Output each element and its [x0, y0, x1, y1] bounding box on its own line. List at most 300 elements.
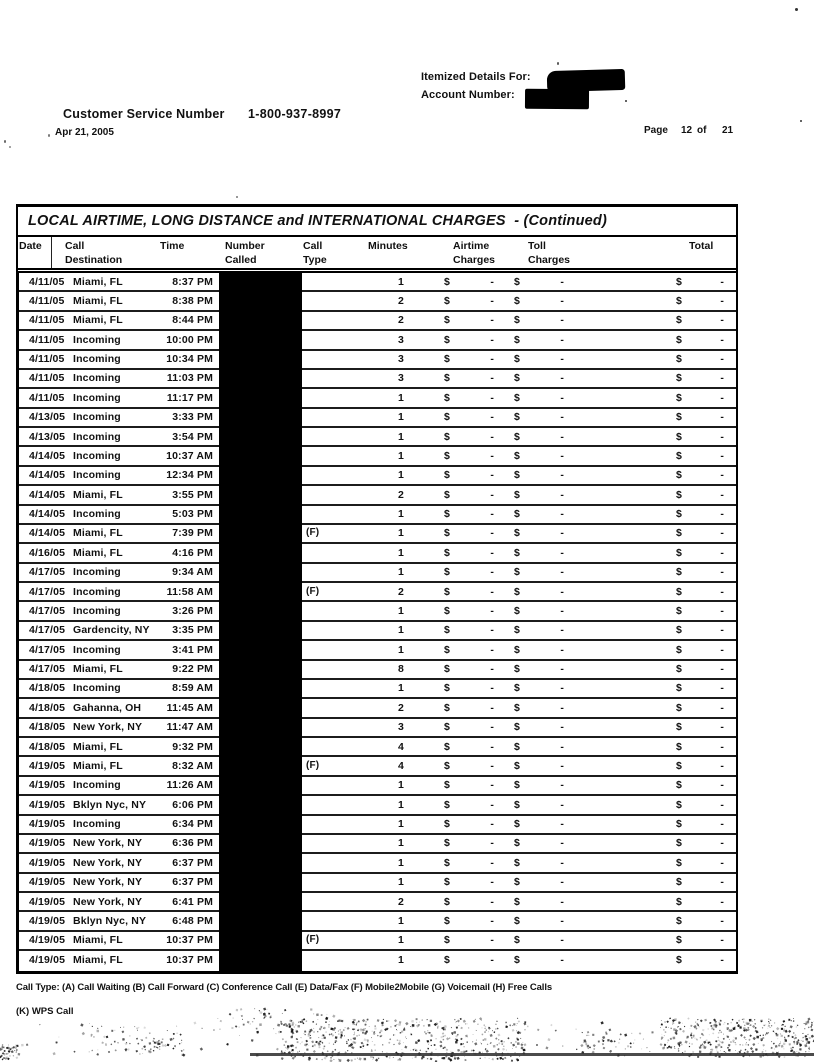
charge-value: - — [560, 914, 564, 927]
currency-symbol: $ — [514, 721, 520, 734]
cell-date: 4/18/05 — [29, 682, 66, 695]
cell-date: 4/19/05 — [29, 837, 66, 850]
cell-airtime-charge — [444, 818, 494, 830]
currency-symbol: $ — [514, 895, 520, 908]
table-row — [19, 854, 736, 873]
charge-value: - — [490, 624, 494, 637]
currency-symbol: $ — [514, 353, 520, 365]
scan-speck — [800, 120, 802, 122]
table-row — [19, 641, 736, 660]
cell-toll-charge — [514, 334, 564, 346]
cell-destination: Incoming — [73, 604, 121, 617]
charge-value: - — [560, 411, 564, 424]
cell-total-charge — [676, 857, 724, 869]
cell-total-charge — [676, 702, 724, 714]
cell-airtime-charge — [444, 314, 494, 326]
charge-value: - — [490, 391, 494, 404]
charge-value: - — [490, 721, 494, 734]
cell-destination: Miami, FL — [73, 740, 123, 753]
charge-value: - — [490, 663, 494, 675]
cell-date: 4/17/05 — [29, 566, 66, 579]
currency-symbol: $ — [444, 488, 450, 501]
currency-symbol: $ — [514, 682, 520, 695]
cell-destination: Incoming — [73, 682, 121, 695]
scan-speck — [4, 140, 6, 143]
cell-airtime-charge — [444, 372, 494, 384]
cell-destination: Incoming — [73, 643, 121, 656]
cell-total-charge — [676, 644, 724, 656]
currency-symbol: $ — [514, 876, 520, 889]
currency-symbol: $ — [514, 294, 520, 307]
currency-symbol: $ — [444, 798, 450, 811]
charge-value: - — [720, 566, 724, 579]
cell-airtime-charge — [444, 644, 494, 656]
currency-symbol: $ — [444, 876, 450, 889]
charge-value: - — [490, 372, 494, 385]
currency-symbol: $ — [676, 798, 682, 811]
cell-destination: New York, NY — [73, 895, 143, 908]
cell-date: 4/14/05 — [29, 527, 66, 540]
cell-toll-charge — [514, 295, 564, 307]
charge-value: - — [490, 759, 494, 772]
cell-date: 4/19/05 — [29, 798, 66, 811]
cell-toll-charge — [514, 644, 564, 656]
currency-symbol: $ — [514, 508, 520, 520]
currency-symbol: $ — [444, 779, 450, 792]
cell-minutes: 2 — [398, 895, 404, 908]
currency-symbol: $ — [514, 837, 520, 850]
cell-call-type: (F) — [306, 759, 320, 771]
cell-date: 4/11/05 — [29, 294, 65, 307]
cell-minutes: 8 — [398, 663, 404, 675]
charge-value: - — [720, 585, 724, 598]
charge-value: - — [490, 449, 494, 462]
currency-symbol: $ — [444, 449, 450, 462]
cell-airtime-charge — [444, 295, 494, 307]
cell-time: 10:37 AM — [166, 449, 213, 462]
cell-minutes: 1 — [398, 449, 404, 462]
charge-value: - — [720, 604, 724, 617]
cell-toll-charge — [514, 547, 564, 559]
charge-value: - — [560, 876, 564, 889]
charge-value: - — [560, 372, 564, 385]
cell-total-charge — [676, 586, 724, 598]
currency-symbol: $ — [444, 430, 450, 443]
cell-destination: Gardencity, NY — [73, 624, 150, 637]
cell-destination: Miami, FL — [73, 527, 123, 540]
currency-symbol: $ — [514, 818, 520, 830]
table-row — [19, 389, 736, 408]
currency-symbol: $ — [514, 527, 520, 540]
currency-symbol: $ — [514, 624, 520, 637]
charge-value: - — [560, 508, 564, 520]
cell-destination: Bklyn Nyc, NY — [73, 914, 147, 927]
charge-value: - — [560, 934, 564, 947]
currency-symbol: $ — [676, 759, 682, 772]
table-row — [19, 757, 736, 776]
cell-airtime-charge — [444, 799, 494, 811]
currency-symbol: $ — [676, 953, 682, 966]
currency-symbol: $ — [676, 546, 682, 559]
table-row — [19, 796, 736, 815]
currency-symbol: $ — [676, 294, 682, 307]
currency-symbol: $ — [676, 643, 682, 656]
cell-total-charge — [676, 450, 724, 462]
table-row — [19, 506, 736, 525]
cell-date: 4/17/05 — [29, 624, 66, 637]
scan-speck — [795, 8, 798, 11]
charge-value: - — [560, 488, 564, 501]
table-row — [19, 951, 736, 970]
charge-value: - — [490, 585, 494, 598]
charge-value: - — [720, 527, 724, 540]
number-called-redaction — [219, 273, 302, 971]
cell-date: 4/14/05 — [29, 488, 66, 501]
currency-symbol: $ — [514, 856, 520, 869]
charge-value: - — [720, 914, 724, 927]
charge-value: - — [720, 391, 724, 404]
col-header-airtime-charges: Airtime Charges — [453, 240, 496, 266]
cell-total-charge — [676, 896, 724, 908]
currency-symbol: $ — [444, 837, 450, 850]
cell-airtime-charge — [444, 682, 494, 694]
currency-symbol: $ — [676, 740, 682, 753]
cell-total-charge — [676, 392, 724, 404]
cell-toll-charge — [514, 915, 564, 927]
charge-value: - — [560, 294, 564, 307]
cell-minutes: 1 — [398, 566, 404, 579]
currency-symbol: $ — [514, 566, 520, 579]
currency-symbol: $ — [514, 798, 520, 811]
charge-value: - — [560, 333, 564, 346]
cell-airtime-charge — [444, 469, 494, 481]
charge-value: - — [560, 837, 564, 850]
charge-value: - — [490, 876, 494, 889]
cell-minutes: 2 — [398, 294, 404, 307]
cell-destination: Incoming — [73, 449, 121, 462]
page-of-label: of — [697, 125, 707, 136]
charge-value: - — [490, 740, 494, 753]
cell-total-charge — [676, 741, 724, 753]
charge-value: - — [490, 895, 494, 908]
cell-minutes: 1 — [398, 624, 404, 637]
col-header-toll-charges: Toll Charges — [528, 240, 571, 266]
cell-toll-charge — [514, 837, 564, 849]
cell-total-charge — [676, 527, 724, 539]
charge-value: - — [720, 759, 724, 772]
cell-minutes: 1 — [398, 275, 404, 288]
currency-symbol: $ — [676, 914, 682, 927]
charge-value: - — [720, 798, 724, 811]
cell-destination: Incoming — [73, 585, 121, 598]
currency-symbol: $ — [676, 604, 682, 617]
currency-symbol: $ — [444, 469, 450, 482]
cell-total-charge — [676, 663, 724, 675]
charge-value: - — [490, 353, 494, 365]
cell-airtime-charge — [444, 411, 494, 423]
cell-destination: Miami, FL — [73, 314, 123, 327]
cell-total-charge — [676, 779, 724, 791]
currency-symbol: $ — [444, 411, 450, 424]
table-row — [19, 351, 736, 370]
table-row — [19, 564, 736, 583]
cell-time: 11:45 AM — [166, 701, 213, 714]
cell-total-charge — [676, 566, 724, 578]
table-row — [19, 370, 736, 389]
cell-destination: Miami, FL — [73, 759, 123, 772]
charge-value: - — [490, 604, 494, 617]
cell-date: 4/14/05 — [29, 449, 66, 462]
cell-destination: Miami, FL — [73, 546, 123, 559]
cell-airtime-charge — [444, 954, 494, 966]
charge-value: - — [490, 837, 494, 850]
cell-destination: New York, NY — [73, 876, 143, 889]
cell-total-charge — [676, 721, 724, 733]
currency-symbol: $ — [444, 643, 450, 656]
charge-value: - — [490, 275, 494, 288]
cell-destination: Miami, FL — [73, 663, 123, 675]
cell-airtime-charge — [444, 605, 494, 617]
cell-time: 6:34 PM — [172, 818, 213, 830]
page-number: 12 — [681, 125, 693, 136]
cell-toll-charge — [514, 489, 564, 501]
cell-call-type: (F) — [306, 527, 320, 539]
currency-symbol: $ — [514, 934, 520, 947]
cell-date: 4/11/05 — [29, 353, 65, 365]
cell-minutes: 2 — [398, 488, 404, 501]
charge-value: - — [560, 585, 564, 598]
cell-toll-charge — [514, 779, 564, 791]
table-row — [19, 331, 736, 350]
charge-value: - — [720, 779, 724, 792]
cell-toll-charge — [514, 799, 564, 811]
cell-minutes: 1 — [398, 934, 404, 947]
cell-airtime-charge — [444, 586, 494, 598]
charge-value: - — [490, 508, 494, 520]
cell-time: 9:34 AM — [172, 566, 213, 579]
cell-date: 4/17/05 — [29, 663, 66, 675]
currency-symbol: $ — [676, 624, 682, 637]
charge-value: - — [720, 275, 724, 288]
currency-symbol: $ — [514, 333, 520, 346]
cell-minutes: 1 — [398, 411, 404, 424]
currency-symbol: $ — [444, 527, 450, 540]
cell-minutes: 1 — [398, 546, 404, 559]
table-title: LOCAL AIRTIME, LONG DISTANCE and INTERNATIONAL CHARGES - (Continued) — [18, 207, 736, 237]
cell-destination: Miami, FL — [73, 275, 123, 288]
account-number-redaction — [525, 89, 589, 109]
currency-symbol: $ — [444, 585, 450, 598]
cell-minutes: 3 — [398, 721, 404, 734]
currency-symbol: $ — [444, 604, 450, 617]
table-row — [19, 525, 736, 544]
cell-toll-charge — [514, 663, 564, 675]
table-row — [19, 467, 736, 486]
cell-airtime-charge — [444, 876, 494, 888]
cell-time: 3:54 PM — [172, 430, 213, 443]
scan-speck — [9, 146, 11, 148]
charge-value: - — [560, 624, 564, 637]
header-divider — [51, 237, 52, 268]
cell-minutes: 1 — [398, 527, 404, 540]
cell-minutes: 1 — [398, 604, 404, 617]
cell-airtime-charge — [444, 353, 494, 365]
table-row — [19, 486, 736, 505]
cell-airtime-charge — [444, 837, 494, 849]
cell-toll-charge — [514, 682, 564, 694]
cell-total-charge — [676, 489, 724, 501]
charge-value: - — [490, 333, 494, 346]
cell-total-charge — [676, 314, 724, 326]
table-row — [19, 893, 736, 912]
table-row — [19, 292, 736, 311]
cell-total-charge — [676, 508, 724, 520]
cell-total-charge — [676, 411, 724, 423]
charge-value: - — [720, 876, 724, 889]
cell-destination: Miami, FL — [73, 488, 123, 501]
cell-toll-charge — [514, 624, 564, 636]
charge-value: - — [720, 663, 724, 675]
currency-symbol: $ — [514, 953, 520, 966]
cell-minutes: 2 — [398, 314, 404, 327]
charge-value: - — [490, 411, 494, 424]
currency-symbol: $ — [444, 740, 450, 753]
currency-symbol: $ — [676, 856, 682, 869]
cell-total-charge — [676, 915, 724, 927]
cell-destination: Incoming — [73, 779, 121, 792]
charge-value: - — [490, 566, 494, 579]
charge-value: - — [560, 391, 564, 404]
currency-symbol: $ — [514, 643, 520, 656]
cell-airtime-charge — [444, 547, 494, 559]
cell-destination: Incoming — [73, 818, 121, 830]
cell-minutes: 1 — [398, 643, 404, 656]
table-row — [19, 777, 736, 796]
cell-minutes: 1 — [398, 779, 404, 792]
cell-toll-charge — [514, 527, 564, 539]
cell-date: 4/19/05 — [29, 876, 66, 889]
currency-symbol: $ — [676, 934, 682, 947]
cell-airtime-charge — [444, 779, 494, 791]
currency-symbol: $ — [676, 701, 682, 714]
currency-symbol: $ — [676, 682, 682, 695]
charge-value: - — [720, 721, 724, 734]
customer-service-number: 1-800-937-8997 — [248, 107, 342, 121]
charge-value: - — [720, 701, 724, 714]
table-row — [19, 583, 736, 602]
cell-date: 4/11/05 — [29, 372, 65, 385]
charge-value: - — [720, 314, 724, 327]
charge-value: - — [720, 934, 724, 947]
currency-symbol: $ — [444, 953, 450, 966]
cell-total-charge — [676, 295, 724, 307]
table-row — [19, 680, 736, 699]
currency-symbol: $ — [676, 895, 682, 908]
cell-toll-charge — [514, 392, 564, 404]
cell-airtime-charge — [444, 896, 494, 908]
cell-total-charge — [676, 334, 724, 346]
currency-symbol: $ — [676, 430, 682, 443]
currency-symbol: $ — [676, 566, 682, 579]
currency-symbol: $ — [676, 779, 682, 792]
cell-date: 4/14/05 — [29, 508, 66, 520]
charge-value: - — [720, 469, 724, 482]
cell-date: 4/18/05 — [29, 721, 66, 734]
cell-destination: Bklyn Nyc, NY — [73, 798, 147, 811]
charge-value: - — [490, 934, 494, 947]
scan-speck — [48, 134, 50, 137]
charge-value: - — [490, 488, 494, 501]
currency-symbol: $ — [676, 876, 682, 889]
currency-symbol: $ — [444, 353, 450, 365]
table-row — [19, 816, 736, 835]
currency-symbol: $ — [676, 488, 682, 501]
itemized-details-label: Itemized Details For: — [421, 71, 531, 83]
cell-toll-charge — [514, 857, 564, 869]
currency-symbol: $ — [676, 449, 682, 462]
cell-minutes: 1 — [398, 856, 404, 869]
cell-time: 11:58 AM — [166, 585, 213, 598]
cell-airtime-charge — [444, 760, 494, 772]
cell-time: 8:59 AM — [172, 682, 213, 695]
cell-minutes: 1 — [398, 391, 404, 404]
cell-time: 12:34 PM — [166, 469, 213, 482]
charge-value: - — [720, 856, 724, 869]
cell-date: 4/13/05 — [29, 430, 66, 443]
table-body — [18, 273, 736, 971]
currency-symbol: $ — [514, 469, 520, 482]
cell-minutes: 1 — [398, 508, 404, 520]
currency-symbol: $ — [514, 314, 520, 327]
currency-symbol: $ — [676, 275, 682, 288]
currency-symbol: $ — [514, 779, 520, 792]
charge-value: - — [560, 798, 564, 811]
currency-symbol: $ — [444, 818, 450, 830]
currency-symbol: $ — [444, 624, 450, 637]
cell-minutes: 3 — [398, 372, 404, 385]
charge-value: - — [490, 701, 494, 714]
cell-call-type: (F) — [306, 585, 320, 597]
cell-toll-charge — [514, 566, 564, 578]
cell-toll-charge — [514, 954, 564, 966]
currency-symbol: $ — [514, 391, 520, 404]
charge-value: - — [560, 701, 564, 714]
cell-date: 4/19/05 — [29, 934, 66, 947]
cell-time: 6:37 PM — [172, 856, 213, 869]
currency-symbol: $ — [514, 488, 520, 501]
cell-destination: New York, NY — [73, 837, 143, 850]
cell-airtime-charge — [444, 527, 494, 539]
cell-total-charge — [676, 372, 724, 384]
cell-airtime-charge — [444, 663, 494, 675]
cell-time: 6:41 PM — [172, 895, 213, 908]
charge-value: - — [490, 779, 494, 792]
cell-destination: Miami, FL — [73, 953, 123, 966]
call-type-legend: Call Type: (A) Call Waiting (B) Call Forward (C) Conference Call (E) Data/Fax (F) Mobile2Mobile (G) Voicemail (H) Free Calls — [16, 982, 553, 993]
col-header-date: Date — [19, 240, 42, 252]
cell-total-charge — [676, 547, 724, 559]
col-header-time: Time — [160, 240, 185, 252]
table-row — [19, 273, 736, 292]
currency-symbol: $ — [444, 508, 450, 520]
charge-value: - — [560, 682, 564, 695]
col-header-minutes: Minutes — [368, 240, 408, 252]
charge-value: - — [720, 837, 724, 850]
cell-destination: Incoming — [73, 430, 121, 443]
table-row — [19, 312, 736, 331]
currency-symbol: $ — [444, 895, 450, 908]
cell-time: 11:26 AM — [166, 779, 213, 792]
